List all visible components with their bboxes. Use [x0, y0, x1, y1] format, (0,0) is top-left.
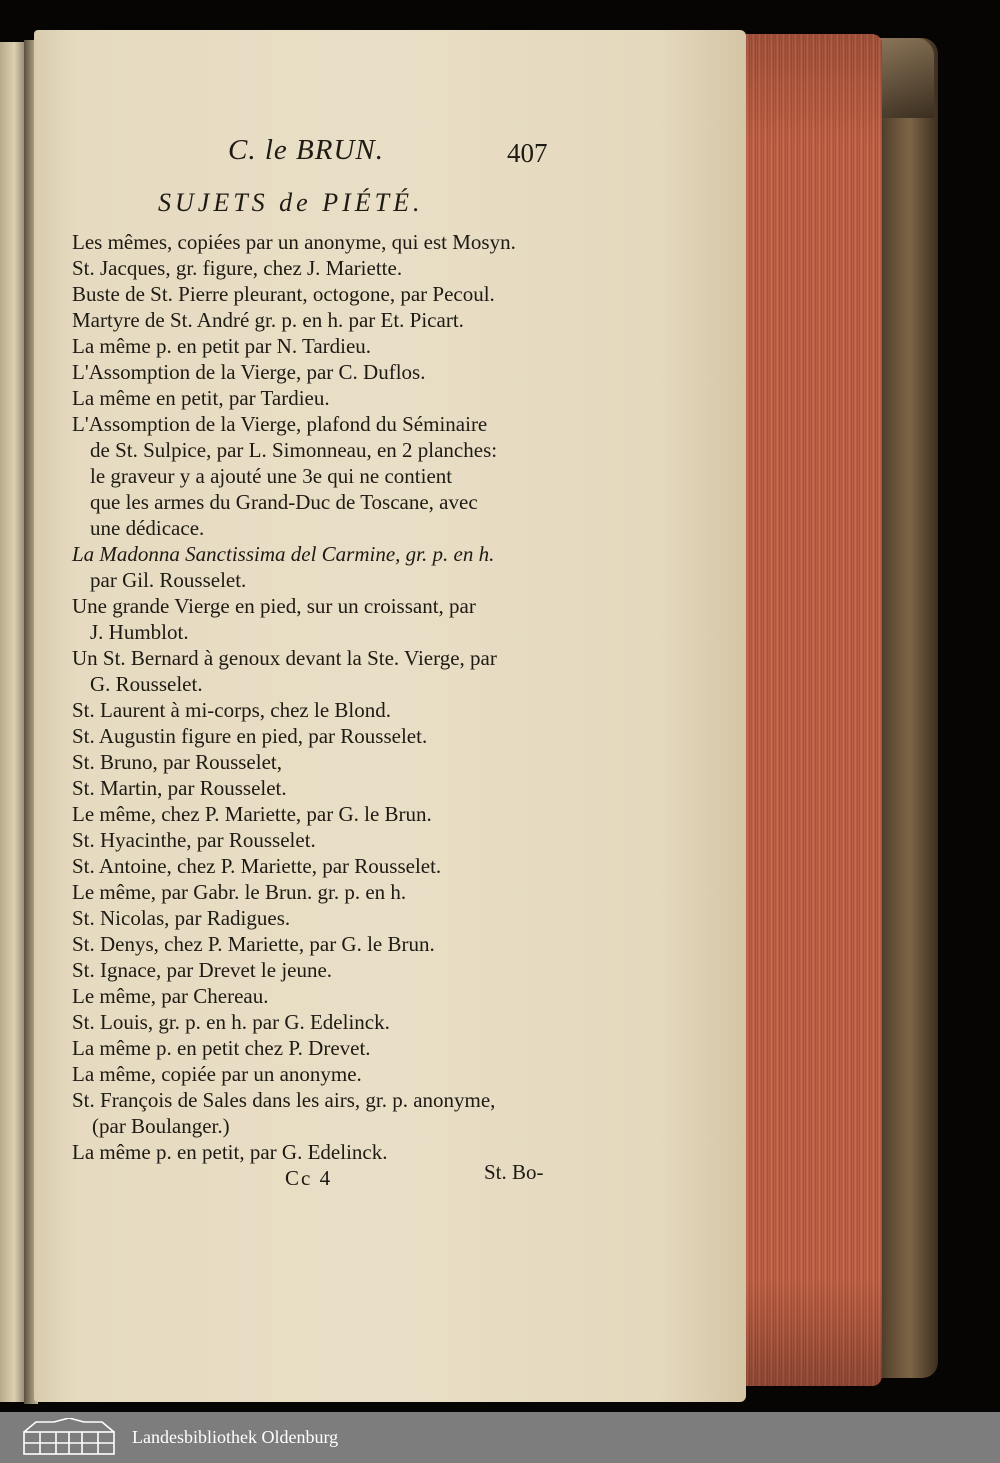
entry-line: St. Hyacinthe, par Rousselet. [72, 828, 316, 852]
entry-line: St. Antoine, chez P. Mariette, par Rousselet. [72, 854, 442, 878]
signature-mark: Cc 4 [285, 1166, 333, 1190]
library-bar [0, 1412, 1000, 1463]
entry-line: le graveur y a ajouté une 3e qui ne contient [90, 464, 453, 488]
entry-line: que les armes du Grand-Duc de Toscane, avec [90, 490, 478, 514]
entry-line: (par Boulanger.) [92, 1114, 230, 1138]
entry-line: La même, copiée par un anonyme. [72, 1062, 362, 1086]
entry-line: St. Martin, par Rousselet. [72, 776, 287, 800]
section-title: SUJETS de PIÉTÉ. [158, 188, 424, 217]
entry-line: J. Humblot. [90, 620, 189, 644]
entry-line: St. Louis, gr. p. en h. par G. Edelinck. [72, 1010, 390, 1034]
entry-line: La même p. en petit chez P. Drevet. [72, 1036, 371, 1060]
library-label: Landesbibliothek Oldenburg [132, 1427, 339, 1447]
entry-line: Le même, par Chereau. [72, 984, 269, 1008]
entry-line: L'Assomption de la Vierge, plafond du Séminaire [72, 412, 488, 436]
entry-line: Un St. Bernard à genoux devant la Ste. Vierge, par [72, 646, 497, 670]
entry-line: Le même, chez P. Mariette, par G. le Brun. [72, 802, 432, 826]
page-number: 407 [507, 138, 548, 168]
entry-line: Les mêmes, copiées par un anonyme, qui est Mosyn. [72, 230, 516, 254]
entry-line: St. Denys, chez P. Mariette, par G. le Brun. [72, 932, 435, 956]
entry-line: La Madonna Sanctissima del Carmine, gr. p. en h. [72, 542, 495, 566]
entry-line: La même en petit, par Tardieu. [72, 386, 330, 410]
entry-line: L'Assomption de la Vierge, par C. Duflos. [72, 360, 426, 384]
entry-line: La même p. en petit, par G. Edelinck. [72, 1140, 388, 1164]
entry-line: St. Laurent à mi-corps, chez le Blond. [72, 698, 391, 722]
entry-line: La même p. en petit par N. Tardieu. [72, 334, 372, 358]
entry-line: Le même, par Gabr. le Brun. gr. p. en h. [72, 880, 407, 904]
entry-line: St. Jacques, gr. figure, chez J. Mariette. [72, 256, 403, 280]
running-title: C. le BRUN. [228, 134, 384, 166]
library-building-icon [20, 1418, 118, 1456]
catchword: St. Bo- [484, 1160, 544, 1184]
entry-line: Buste de St. Pierre pleurant, octogone, par Pecoul. [72, 282, 495, 306]
entry-line: G. Rousselet. [90, 672, 203, 696]
entry-line: St. François de Sales dans les airs, gr. p. anonyme, [72, 1088, 496, 1112]
entry-line: de St. Sulpice, par L. Simonneau, en 2 planches: [90, 438, 498, 462]
entry-line: St. Ignace, par Drevet le jeune. [72, 958, 333, 982]
entry-line: St. Augustin figure en pied, par Rousselet. [72, 724, 428, 748]
entry-line: une dédicace. [90, 516, 205, 540]
entry-line: St. Bruno, par Rousselet, [72, 750, 282, 774]
entry-line: par Gil. Rousselet. [90, 568, 247, 592]
entry-line: St. Nicolas, par Radigues. [72, 906, 291, 930]
entry-line: Martyre de St. André gr. p. en h. par Et. Picart. [72, 308, 464, 332]
entry-line: Une grande Vierge en pied, sur un croissant, par [72, 594, 476, 618]
